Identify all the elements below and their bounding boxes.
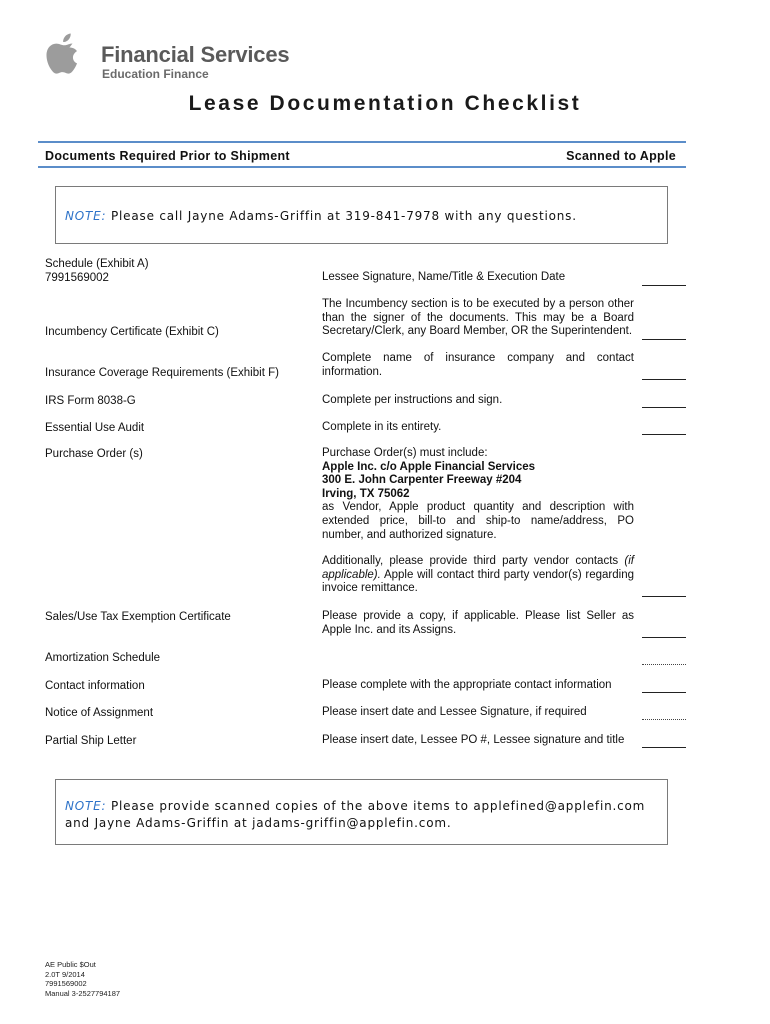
- signature-line-incumbency[interactable]: [642, 339, 686, 340]
- note-top-tag: NOTE:: [65, 209, 107, 223]
- footer-line-3: 7991569002: [45, 979, 87, 988]
- po-intro: Purchase Order(s) must include:: [322, 447, 488, 459]
- note-box-bottom: [55, 779, 668, 845]
- note-bottom-message: Please provide scanned copies of the above items to applefined@applefin.com and Jayne Adams-Griffin at jadams-griffin@applefin.com.: [65, 799, 646, 830]
- page-title: Lease Documentation Checklist: [188, 92, 582, 115]
- footer-line-1: AE Public $Out: [45, 960, 96, 969]
- footer-codes: [45, 960, 120, 998]
- item-desc-irs: Complete per instructions and sign.: [322, 394, 503, 406]
- header-rule-bottom: [38, 166, 686, 168]
- header-rule-top: [38, 141, 686, 143]
- po-address-line-1: Apple Inc. c/o Apple Financial Services: [322, 460, 536, 473]
- signature-line-tax[interactable]: [642, 637, 686, 638]
- footer-line-4: Manual 3-2527794187: [45, 988, 121, 998]
- po-address-line-2: 300 E. John Carpenter Freeway #204: [322, 474, 522, 487]
- signature-line-po[interactable]: [642, 596, 686, 597]
- footer-line-2: 2.0T 9/2014: [45, 969, 85, 979]
- column-header-left: Documents Required Prior to Shipment: [45, 149, 290, 163]
- note-top-text: [65, 209, 577, 223]
- item-label-po: Purchase Order (s): [45, 448, 143, 460]
- item-label-amortization: Amortization Schedule: [45, 652, 161, 664]
- item-desc-assignment: Please insert date and Lessee Signature, if required: [322, 706, 587, 718]
- apple-logo-icon: [42, 32, 86, 84]
- item-desc-po: [322, 447, 634, 596]
- signature-line-partial-ship[interactable]: [642, 747, 686, 748]
- brand-subtitle: Education Finance: [102, 67, 209, 81]
- item-label-schedule: [45, 257, 149, 285]
- schedule-title: Schedule (Exhibit A): [45, 258, 149, 270]
- item-desc-contact: Please complete with the appropriate contact information: [322, 679, 612, 691]
- item-label-tax: Sales/Use Tax Exemption Certificate: [45, 611, 231, 623]
- signature-line-irs[interactable]: [642, 407, 686, 408]
- note-bottom-text: [65, 798, 661, 832]
- item-label-audit: Essential Use Audit: [45, 422, 145, 434]
- po-vendor-note: Additionally, please provide third party vendor contacts (if applicable). Apple will contact third party vendor(s) regarding invoice remittance.: [322, 555, 634, 595]
- item-desc-insurance: Complete name of insurance company and contact information.: [322, 352, 634, 378]
- schedule-number: 7991569002: [45, 272, 109, 284]
- signature-line-audit[interactable]: [642, 434, 686, 435]
- item-label-incumbency: Incumbency Certificate (Exhibit C): [45, 326, 219, 338]
- note-bottom-tag: NOTE:: [65, 799, 107, 813]
- signature-line-amortization[interactable]: [642, 664, 686, 665]
- item-desc-audit: Complete in its entirety.: [322, 421, 442, 433]
- item-desc-tax: Please provide a copy, if applicable. Please list Seller as Apple Inc. and its Assigns.: [322, 610, 634, 636]
- item-label-assignment: Notice of Assignment: [45, 707, 154, 719]
- item-desc-partial-ship: Please insert date, Lessee PO #, Lessee signature and title: [322, 734, 625, 746]
- item-label-partial-ship: Partial Ship Letter: [45, 735, 137, 747]
- item-label-irs: IRS Form 8038-G: [45, 395, 136, 407]
- item-desc-incumbency: The Incumbency section is to be executed by a person other than the signer of the documents. This may be a Board Secretary/Clerk, any Board Member, OR the Superintendent.: [322, 298, 634, 338]
- note-top-message: Please call Jayne Adams-Griffin at 319-841-7978 with any questions.: [111, 209, 577, 223]
- signature-line-assignment[interactable]: [642, 719, 686, 720]
- po-requirements: as Vendor, Apple product quantity and description with extended price, bill-to and ship-to name/address, PO number, and authorized signature.: [322, 501, 634, 541]
- item-desc-schedule: Lessee Signature, Name/Title & Execution Date: [322, 271, 566, 283]
- item-label-insurance: Insurance Coverage Requirements (Exhibit F): [45, 367, 279, 379]
- item-label-contact: Contact information: [45, 680, 145, 692]
- signature-line-schedule[interactable]: [642, 285, 686, 286]
- po-address-line-3: Irving, TX 75062: [322, 487, 410, 500]
- signature-line-contact[interactable]: [642, 692, 686, 693]
- brand-title: Financial Services: [101, 42, 290, 67]
- signature-line-insurance[interactable]: [642, 379, 686, 380]
- note-box-top: [55, 186, 668, 244]
- column-header-right: Scanned to Apple: [566, 149, 676, 163]
